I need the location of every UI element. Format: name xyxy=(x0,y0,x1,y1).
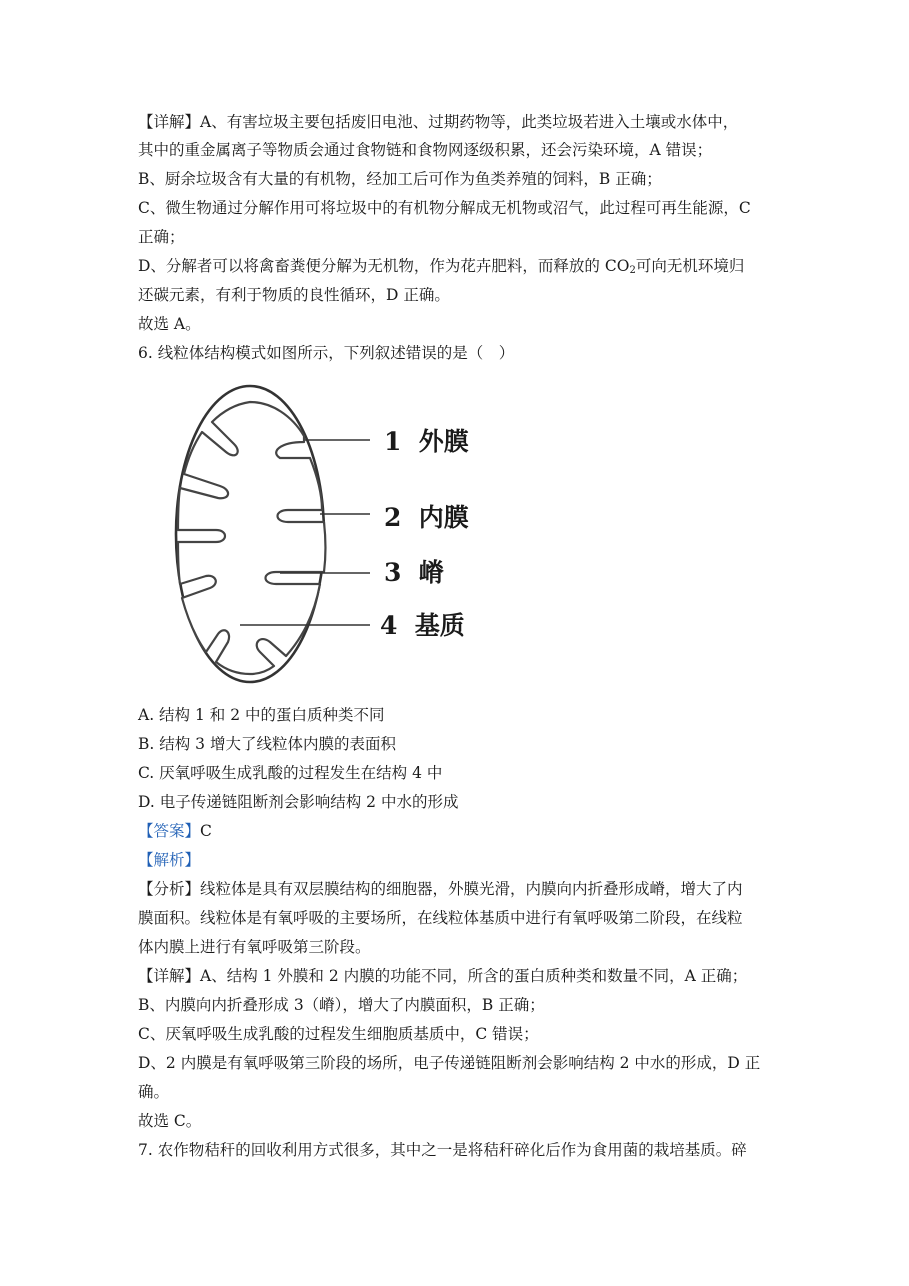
analysis-heading: 【解析】 xyxy=(138,851,201,869)
option-c: C. 厌氧呼吸生成乳酸的过程发生在结构 4 中 xyxy=(138,764,443,782)
analysis-line-2: 膜面积。线粒体是有氧呼吸的主要场所，在线粒体基质中进行有氧呼吸第二阶段，在线粒 xyxy=(138,909,743,927)
q6-detail-line-3: C、厌氧呼吸生成乳酸的过程发生细胞质基质中，C 错误； xyxy=(138,1025,539,1043)
label-outer-membrane: 1 外膜 xyxy=(384,427,469,456)
detail-line-3: B、厨余垃圾含有大量的有机物，经加工后可作为鱼类养殖的饲料，B 正确； xyxy=(138,170,662,188)
question-7-stem: 7. 农作物秸秆的回收利用方式很多，其中之一是将秸秆碎化后作为食用菌的栽培基质。碎 xyxy=(138,1141,747,1159)
q6-detail-line-5: 确。 xyxy=(138,1083,170,1101)
q6-detail-line-2: B、内膜向内折叠形成 3（嵴），增大了内膜面积，B 正确； xyxy=(138,996,545,1014)
label-matrix: 4 基质 xyxy=(380,611,465,640)
conclusion-6: 故选 C。 xyxy=(138,1112,202,1130)
question-6-stem: 6. 线粒体结构模式如图所示，下列叙述错误的是（ ） xyxy=(138,344,515,362)
label-cristae: 3 嵴 xyxy=(384,558,444,587)
q6-detail-line-4: D、2 内膜是有氧呼吸第三阶段的场所，电子传递链阻断剂会影响结构 2 中水的形成，D 正 xyxy=(138,1054,761,1072)
option-a: A. 结构 1 和 2 中的蛋白质种类不同 xyxy=(138,706,385,724)
analysis-line-3: 体内膜上进行有氧呼吸第三阶段。 xyxy=(138,938,371,956)
detail-line-1: 【详解】A、有害垃圾主要包括废旧电池、过期药物等，此类垃圾若进入土壤或水体中， xyxy=(138,113,739,131)
option-b: B. 结构 3 增大了线粒体内膜的表面积 xyxy=(138,735,396,753)
detail-line-4: C、微生物通过分解作用可将垃圾中的有机物分解成无机物或沼气，此过程可再生能源，C xyxy=(138,199,751,217)
mitochondrion-diagram xyxy=(170,380,480,696)
q6-detail-tag: 【详解】 xyxy=(138,967,201,985)
detail-tag: 【详解】 xyxy=(138,113,201,131)
detail-line-2: 其中的重金属离子等物质会通过食物链和食物网逐级积累，还会污染环境，A 错误； xyxy=(138,141,713,159)
detail-line-6: D、分解者可以将禽畜粪便分解为无机物，作为花卉肥料，而释放的 $CO_2$可向无机环境归 xyxy=(138,257,745,276)
option-d: D. 电子传递链阻断剂会影响结构 2 中水的形成 xyxy=(138,793,459,811)
conclusion-5: 故选 A。 xyxy=(138,315,201,333)
label-inner-membrane: 2 内膜 xyxy=(384,503,469,532)
answer-line xyxy=(138,821,212,841)
detail-line-7: 还碳元素，有利于物质的良性循环，D 正确。 xyxy=(138,286,450,304)
q6-detail-line-1: 【详解】A、结构 1 外膜和 2 内膜的功能不同，所含的蛋白质种类和数量不同，A 正确； xyxy=(138,967,748,985)
detail-line-5: 正确； xyxy=(138,228,185,246)
answer-value: C xyxy=(200,822,212,840)
analysis-line-1: 【分析】线粒体是具有双层膜结构的细胞器，外膜光滑，内膜向内折叠形成嵴，增大了内 xyxy=(138,880,743,898)
analysis-tag: 【分析】 xyxy=(138,880,201,898)
answer-tag: 【答案】 xyxy=(138,822,201,840)
